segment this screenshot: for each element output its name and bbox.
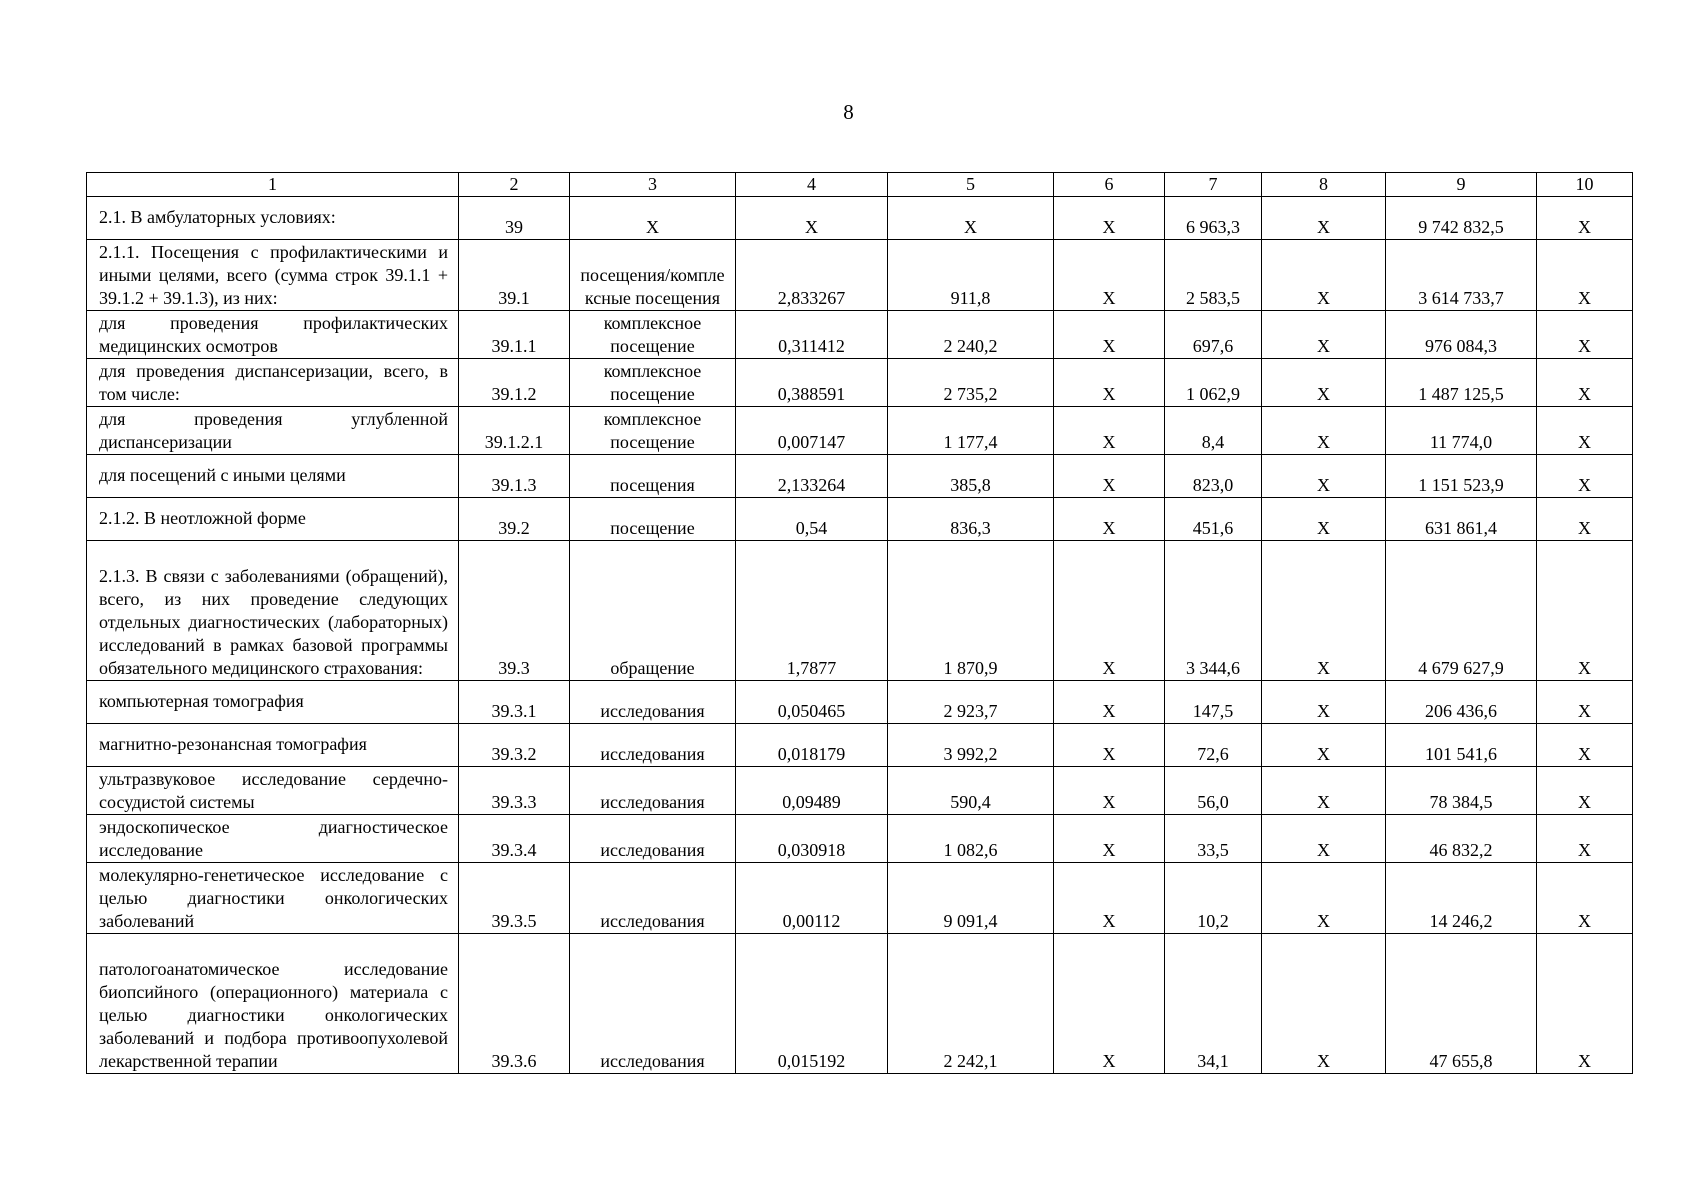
row-cell: 0,388591	[736, 359, 888, 407]
row-unit: X	[570, 197, 736, 240]
row-unit: исследования	[570, 767, 736, 815]
row-cell: 3 992,2	[888, 724, 1054, 767]
row-name: 2.1.2. В неотложной форме	[87, 498, 459, 541]
table-row	[87, 724, 1633, 767]
row-cell: 33,5	[1165, 815, 1262, 863]
row-number: 39.1.3	[459, 455, 570, 498]
row-name: для проведения углубленной диспансеризации	[87, 407, 459, 455]
row-cell: 1,7877	[736, 541, 888, 681]
table-row	[87, 498, 1633, 541]
row-unit: исследования	[570, 815, 736, 863]
row-unit: посещения	[570, 455, 736, 498]
row-number: 39.1.2	[459, 359, 570, 407]
table-row	[87, 311, 1633, 359]
row-cell: X	[1537, 197, 1633, 240]
row-cell: X	[1262, 407, 1386, 455]
row-name: для проведения профилактических медицинских осмотров	[87, 311, 459, 359]
data-table	[86, 172, 1633, 1074]
row-name: магнитно-резонансная томография	[87, 724, 459, 767]
row-cell: 0,00112	[736, 863, 888, 934]
row-unit: комплексное посещение	[570, 359, 736, 407]
row-number: 39.1.2.1	[459, 407, 570, 455]
row-name: для посещений с иными целями	[87, 455, 459, 498]
row-name: 2.1.3. В связи с заболеваниями (обращений), всего, из них проведение следующих отдельных диагностических (лабораторных) исследований в рамках базовой программы обязательного медицинского страхования:	[87, 541, 459, 681]
row-cell: X	[1262, 240, 1386, 311]
row-cell: X	[1054, 767, 1165, 815]
row-cell: X	[1537, 240, 1633, 311]
row-cell: 2 240,2	[888, 311, 1054, 359]
row-name: 2.1. В амбулаторных условиях:	[87, 197, 459, 240]
row-name: компьютерная томография	[87, 681, 459, 724]
row-cell: X	[1054, 359, 1165, 407]
row-cell: 836,3	[888, 498, 1054, 541]
row-cell: 2 583,5	[1165, 240, 1262, 311]
row-cell: X	[1262, 767, 1386, 815]
row-cell: X	[1537, 863, 1633, 934]
row-cell: X	[1262, 681, 1386, 724]
row-cell: 697,6	[1165, 311, 1262, 359]
row-number: 39.2	[459, 498, 570, 541]
table-header-row	[87, 173, 1633, 197]
row-cell: 147,5	[1165, 681, 1262, 724]
row-unit: комплексное посещение	[570, 407, 736, 455]
row-name: для проведения диспансеризации, всего, в том числе:	[87, 359, 459, 407]
row-cell: 1 082,6	[888, 815, 1054, 863]
row-cell: 34,1	[1165, 934, 1262, 1074]
row-cell: X	[1054, 407, 1165, 455]
table-row	[87, 240, 1633, 311]
row-cell: 1 062,9	[1165, 359, 1262, 407]
row-cell: 9 091,4	[888, 863, 1054, 934]
row-number: 39.3.2	[459, 724, 570, 767]
row-cell: 823,0	[1165, 455, 1262, 498]
row-cell: X	[736, 197, 888, 240]
row-cell: 1 151 523,9	[1386, 455, 1537, 498]
row-name: молекулярно-генетическое исследование с целью диагностики онкологических заболеваний	[87, 863, 459, 934]
row-cell: 0,09489	[736, 767, 888, 815]
row-cell: 2 242,1	[888, 934, 1054, 1074]
row-cell: 976 084,3	[1386, 311, 1537, 359]
row-cell: 590,4	[888, 767, 1054, 815]
row-cell: 1 177,4	[888, 407, 1054, 455]
table-row	[87, 359, 1633, 407]
row-cell: 451,6	[1165, 498, 1262, 541]
column-header: 6	[1054, 173, 1165, 197]
row-unit: исследования	[570, 863, 736, 934]
row-number: 39.3.6	[459, 934, 570, 1074]
column-header: 2	[459, 173, 570, 197]
row-cell: X	[1054, 724, 1165, 767]
row-cell: 11 774,0	[1386, 407, 1537, 455]
row-cell: X	[1054, 498, 1165, 541]
row-number: 39.3.3	[459, 767, 570, 815]
row-cell: 911,8	[888, 240, 1054, 311]
row-cell: 0,54	[736, 498, 888, 541]
row-cell: X	[1262, 541, 1386, 681]
row-cell: 56,0	[1165, 767, 1262, 815]
row-cell: 0,030918	[736, 815, 888, 863]
row-cell: X	[1054, 541, 1165, 681]
row-unit: комплексное посещение	[570, 311, 736, 359]
row-cell: 78 384,5	[1386, 767, 1537, 815]
row-cell: X	[1262, 455, 1386, 498]
row-cell: X	[1262, 359, 1386, 407]
row-cell: 0,007147	[736, 407, 888, 455]
row-cell: X	[1262, 724, 1386, 767]
column-header: 8	[1262, 173, 1386, 197]
row-cell: X	[1054, 681, 1165, 724]
row-number: 39.3	[459, 541, 570, 681]
row-name: 2.1.1. Посещения с профилактическими и иными целями, всего (сумма строк 39.1.1 + 39.1.2 + 39.1.3), из них:	[87, 240, 459, 311]
row-cell: 3 614 733,7	[1386, 240, 1537, 311]
row-number: 39.1	[459, 240, 570, 311]
row-cell: 1 487 125,5	[1386, 359, 1537, 407]
row-cell: 2,133264	[736, 455, 888, 498]
row-cell: 3 344,6	[1165, 541, 1262, 681]
row-cell: 1 870,9	[888, 541, 1054, 681]
row-unit: исследования	[570, 724, 736, 767]
row-cell: 2,833267	[736, 240, 888, 311]
column-header: 3	[570, 173, 736, 197]
row-cell: X	[1262, 815, 1386, 863]
row-cell: X	[1054, 455, 1165, 498]
table-row	[87, 767, 1633, 815]
row-cell: X	[1537, 311, 1633, 359]
row-name: патологоанатомическое исследование биопсийного (операционного) материала с целью диагностики онкологических заболеваний и подбора противоопухолевой лекарственной терапии	[87, 934, 459, 1074]
column-header: 10	[1537, 173, 1633, 197]
row-cell: X	[1054, 934, 1165, 1074]
column-header: 7	[1165, 173, 1262, 197]
row-unit: исследования	[570, 934, 736, 1074]
row-cell: X	[1537, 359, 1633, 407]
row-number: 39.3.4	[459, 815, 570, 863]
row-unit: обращение	[570, 541, 736, 681]
row-cell: 4 679 627,9	[1386, 541, 1537, 681]
row-cell: X	[1537, 681, 1633, 724]
table-row	[87, 197, 1633, 240]
table-row	[87, 541, 1633, 681]
row-number: 39.3.1	[459, 681, 570, 724]
row-cell: X	[1262, 934, 1386, 1074]
table-row	[87, 407, 1633, 455]
table-row	[87, 455, 1633, 498]
row-cell: 72,6	[1165, 724, 1262, 767]
table-row	[87, 863, 1633, 934]
row-cell: 14 246,2	[1386, 863, 1537, 934]
row-cell: X	[1537, 498, 1633, 541]
row-unit: посещения/комплексные посещения	[570, 240, 736, 311]
row-name: эндоскопическое диагностическое исследование	[87, 815, 459, 863]
column-header: 5	[888, 173, 1054, 197]
row-cell: 10,2	[1165, 863, 1262, 934]
row-cell: X	[1054, 311, 1165, 359]
table-row	[87, 934, 1633, 1074]
row-cell: X	[1537, 767, 1633, 815]
row-cell: X	[1537, 455, 1633, 498]
row-cell: 206 436,6	[1386, 681, 1537, 724]
row-number: 39.1.1	[459, 311, 570, 359]
row-cell: X	[1262, 197, 1386, 240]
row-cell: 46 832,2	[1386, 815, 1537, 863]
row-cell: 0,311412	[736, 311, 888, 359]
row-cell: X	[1537, 541, 1633, 681]
row-cell: X	[888, 197, 1054, 240]
row-cell: X	[1054, 197, 1165, 240]
row-cell: 0,015192	[736, 934, 888, 1074]
row-cell: 8,4	[1165, 407, 1262, 455]
row-cell: X	[1262, 311, 1386, 359]
row-unit: исследования	[570, 681, 736, 724]
row-cell: X	[1262, 498, 1386, 541]
row-cell: 2 923,7	[888, 681, 1054, 724]
column-header: 4	[736, 173, 888, 197]
row-cell: 385,8	[888, 455, 1054, 498]
row-name: ультразвуковое исследование сердечно-сосудистой системы	[87, 767, 459, 815]
row-cell: 9 742 832,5	[1386, 197, 1537, 240]
row-cell: X	[1537, 407, 1633, 455]
column-header: 1	[87, 173, 459, 197]
row-cell: 6 963,3	[1165, 197, 1262, 240]
row-cell: X	[1262, 863, 1386, 934]
row-cell: X	[1054, 863, 1165, 934]
row-number: 39.3.5	[459, 863, 570, 934]
row-cell: 47 655,8	[1386, 934, 1537, 1074]
row-cell: 0,050465	[736, 681, 888, 724]
row-cell: 101 541,6	[1386, 724, 1537, 767]
row-cell: X	[1054, 240, 1165, 311]
page-number: 8	[843, 100, 854, 124]
row-cell: X	[1537, 815, 1633, 863]
row-cell: X	[1537, 724, 1633, 767]
row-cell: 2 735,2	[888, 359, 1054, 407]
table-row	[87, 681, 1633, 724]
row-unit: посещение	[570, 498, 736, 541]
row-cell: 0,018179	[736, 724, 888, 767]
table-row	[87, 815, 1633, 863]
row-cell: X	[1054, 815, 1165, 863]
column-header: 9	[1386, 173, 1537, 197]
row-number: 39	[459, 197, 570, 240]
row-cell: X	[1537, 934, 1633, 1074]
row-cell: 631 861,4	[1386, 498, 1537, 541]
